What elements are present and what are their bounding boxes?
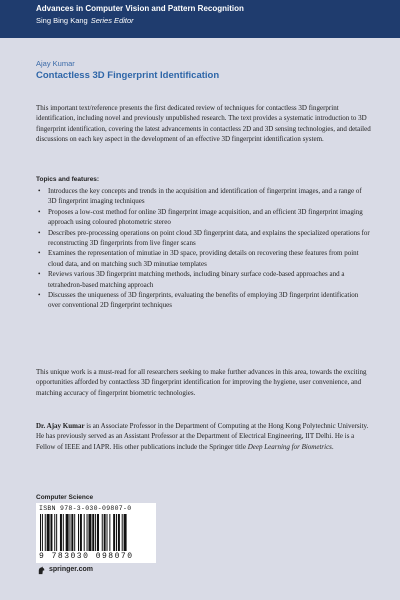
barcode-stripe [107,514,108,551]
bio-other-title: Deep Learning for Biometrics [247,442,332,451]
topic-text: Reviews various 3D fingerprint matching methods, including binary surface code-based approaches and a tetrahedron-based matching approach [48,270,345,289]
topic-text: Examines the representation of minutiae in 3D space, providing details on recovering these features from point cloud data, and on matching such 3D minutiae templates [48,249,359,268]
barcode-stripe [116,514,117,551]
series-editor-name: Sing Bing Kang [36,16,88,25]
barcode-stripe [50,514,52,551]
barcode-stripe [122,514,123,551]
list-item [36,248,371,269]
bullet-icon: • [38,249,41,258]
series-header-bar [0,0,400,38]
topics-list [36,186,371,311]
barcode-digits: 9 783030 098070 [39,552,134,561]
barcode-stripe [92,514,94,551]
book-title: Contactless 3D Fingerprint Identification [36,70,220,81]
barcode-stripe [97,514,99,551]
barcode-panel [36,503,156,563]
bio-end: . [331,442,334,451]
barcode-stripe [60,514,62,551]
series-editor-role: Series Editor [90,16,134,25]
barcode-stripe [95,514,96,551]
topic-text: Describes pre-processing operations on point cloud 3D fingerprint data, and explains the specialized operations for reconstructing 3D fingerprints from live finger scans [48,228,370,248]
bullet-icon: • [38,228,41,237]
series-title: Advances in Computer Vision and Pattern Recognition [36,4,244,13]
publisher-website: springer.com [49,566,93,573]
barcode-stripe [118,514,120,551]
barcode-stripe [84,514,85,551]
bullet-icon: • [38,187,41,195]
springer-horse-icon [37,566,46,575]
list-item [36,269,371,290]
bullet-icon: • [38,207,41,216]
barcode-stripe [56,514,57,551]
author-bio [36,421,371,452]
series-editor [36,15,244,27]
barcode-stripe [42,514,43,551]
list-item [36,207,371,228]
barcode-stripe [124,514,127,551]
barcode-stripe [78,514,79,551]
barcode-stripe [88,514,91,551]
barcode-stripe [54,514,55,551]
barcode-stripe [66,514,69,551]
bullet-icon: • [38,291,41,300]
bio-text: is an Associate Professor in the Department of Computing at the Hong Kong Polytechnic University. He has previously served as an Assistant Professor at the Department of Electrical Engineering, IIT Delhi. He is a Fellow of IEEE and IAPR. His other publications include the Springer title [36,422,369,451]
barcode-stripe [71,514,73,551]
barcode-stripe [45,514,46,551]
barcode [40,514,152,551]
barcode-stripe [47,514,50,551]
barcode-stripe [102,514,103,551]
barcode-stripe [80,514,82,551]
barcode-stripe [113,514,115,551]
barcode-stripe [87,514,88,551]
topic-text: Proposes a low-cost method for online 3D fingerprint image acquisition, and an efficient 3D fingerprint imaging approach using coloured photometric stereo [48,207,363,227]
series-block [36,3,244,27]
list-item [36,186,371,207]
barcode-stripe [63,514,64,551]
subject-category: Computer Science [36,494,94,501]
closing-paragraph: This unique work is a must-read for all researchers seeking to make further advances in this area, towards the exciting opportunities afforded by contactless 3D fingerprint identification for improving the hygiene, user convenience, and matching accuracy of fingerprint biometric technologies. [36,368,367,397]
bio-name: Dr. Ajay Kumar [36,422,85,430]
bullet-icon: • [38,270,41,279]
barcode-stripe [109,514,110,551]
author-name: Ajay Kumar [36,59,75,68]
list-item [36,290,371,311]
barcode-stripe [74,514,75,551]
topics-heading: Topics and features: [36,176,100,183]
barcode-stripe [69,514,70,551]
topic-text: Introduces the key concepts and trends in the acquisition and identification of fingerprint images, and a range of 3D fingerprint imaging techniques [48,187,362,206]
barcode-stripe [104,514,106,551]
intro-paragraph: This important text/reference presents the first dedicated review of techniques for contactless 3D fingerprint identification, including novel and previously unpublished research. The text provides a systematic introduction to 3D fingerprint identification, covering the latest advancements in contactless 2D and 3D sensing technologies, and detailed discussions on each key aspect in the development of an effective 3D fingerprint identification system. [36,104,371,144]
topic-text: Discusses the uniqueness of 3D fingerprints, evaluating the benefits of employing 3D fingerprint identification over conventional 2D fingerprint techniques [48,291,359,310]
list-item [36,228,371,249]
isbn-text: ISBN 978-3-030-09807-0 [39,505,132,512]
barcode-stripe [40,514,41,551]
